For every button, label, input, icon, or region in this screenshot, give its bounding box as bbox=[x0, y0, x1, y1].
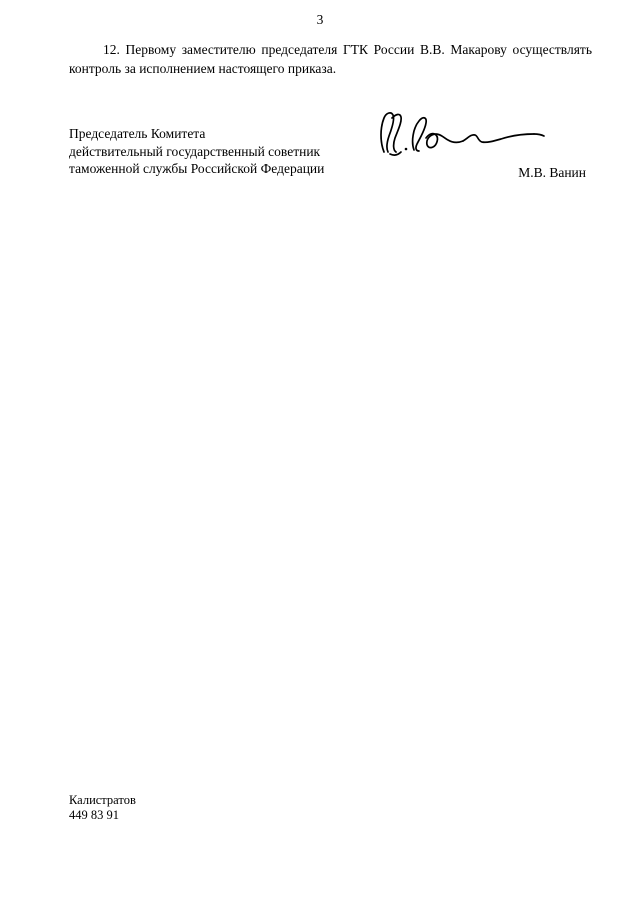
body-paragraph: 12. Первому заместителю председателя ГТК России В.В. Макарову осуществлять контроль за исполнением настоящего приказа. bbox=[69, 42, 592, 76]
footer-block bbox=[69, 793, 136, 823]
signatory-name: М.В. Ванин bbox=[518, 165, 586, 180]
page-number: 3 bbox=[316, 12, 324, 27]
footer-contact-name: Калистратов bbox=[69, 793, 136, 807]
signature-title-line-1: Председатель Комитета bbox=[69, 126, 206, 141]
signature-title-line-2: действительный государственный советник bbox=[69, 143, 321, 159]
signature-title-line-3: таможенной службы Российской Федерации bbox=[69, 161, 325, 176]
handwritten-signature-icon bbox=[370, 108, 550, 160]
footer-contact-phone: 449 83 91 bbox=[69, 808, 119, 822]
